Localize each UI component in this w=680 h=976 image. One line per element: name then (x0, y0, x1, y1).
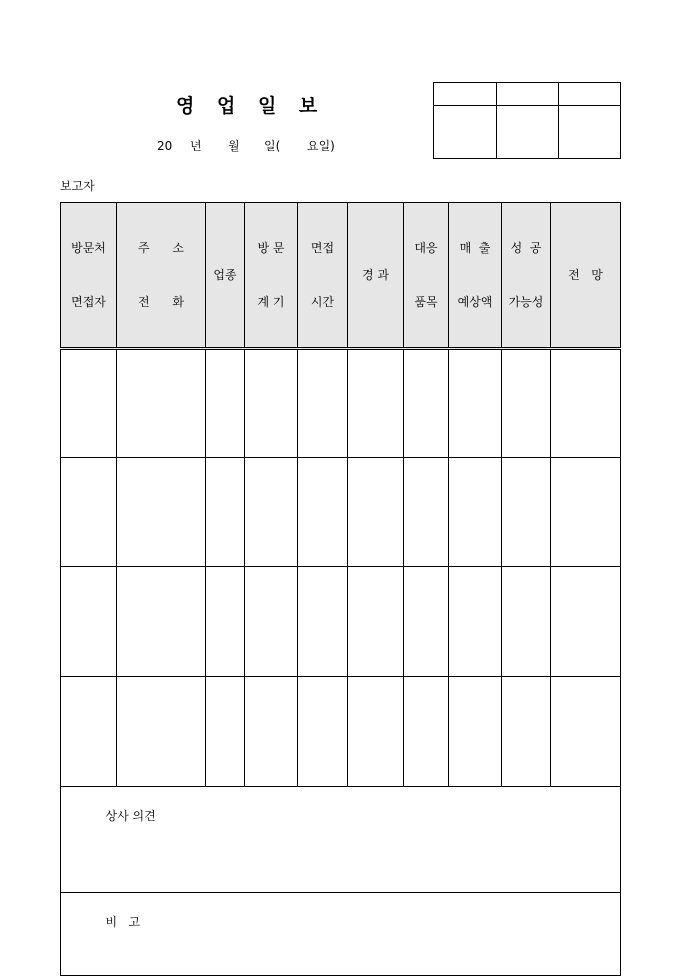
table-cell (551, 458, 621, 567)
table-cell (245, 677, 298, 787)
table-cell (502, 677, 551, 787)
date-year-prefix: 20 (157, 139, 173, 153)
table-cell (551, 677, 621, 787)
table-cell (502, 458, 551, 567)
supervisor-opinion-section (61, 787, 621, 893)
table-row (61, 677, 621, 787)
header-line: 대응 (414, 241, 438, 255)
table-cell (348, 349, 404, 458)
table-cell (449, 567, 502, 677)
table-cell (117, 349, 206, 458)
table-cell (404, 677, 449, 787)
table-cell (245, 458, 298, 567)
reporter-label: 보고자 (60, 179, 95, 193)
header-line: 계 기 (257, 295, 285, 309)
table-row (61, 458, 621, 567)
header-line: 업종 (213, 268, 237, 282)
header-line: 예상액 (457, 295, 493, 309)
header-line: 성 공 (510, 241, 542, 255)
header-line: 가능성 (508, 295, 544, 309)
header-line: 면접 (310, 241, 335, 255)
header-progress (348, 203, 404, 349)
table-cell (551, 567, 621, 677)
table-cell (245, 349, 298, 458)
approval-sign-cell (559, 106, 621, 159)
header-target-item (404, 203, 449, 349)
table-cell (298, 349, 348, 458)
table-cell (206, 349, 245, 458)
header-line: 면접자 (71, 295, 106, 309)
table-row (61, 349, 621, 458)
document-title: 영 업 일 보 (176, 95, 326, 117)
table-cell (551, 349, 621, 458)
table-cell (206, 458, 245, 567)
header-visit-reason (245, 203, 298, 349)
remarks-row (61, 893, 621, 976)
header-line: 전 망 (568, 268, 603, 282)
header-line: 시간 (310, 295, 335, 309)
supervisor-opinion-label: 상사 의견 (105, 809, 156, 823)
header-line: 매 출 (459, 241, 491, 255)
supervisor-opinion-row (61, 787, 621, 893)
table-cell (502, 567, 551, 677)
approval-header-cell (434, 83, 497, 106)
table-cell (61, 677, 117, 787)
table-cell (404, 458, 449, 567)
header-success-probability (502, 203, 551, 349)
sales-log-table (60, 202, 621, 976)
header-expected-sales (449, 203, 502, 349)
table-cell (61, 458, 117, 567)
header-line: 품목 (414, 295, 438, 309)
table-cell (449, 458, 502, 567)
table-cell (298, 677, 348, 787)
table-cell (449, 349, 502, 458)
table-cell (449, 677, 502, 787)
approval-sign-cell (497, 106, 559, 159)
header-row (61, 203, 621, 349)
table-cell (404, 567, 449, 677)
table-cell (61, 567, 117, 677)
approval-header-cell (497, 83, 559, 106)
header-line: 주 소 (137, 241, 185, 255)
header-address-phone (117, 203, 206, 349)
header-visit-place (61, 203, 117, 349)
table-cell (348, 567, 404, 677)
table-cell (117, 677, 206, 787)
remarks-label: 비 고 (105, 915, 141, 929)
header-line: 전 화 (137, 295, 185, 309)
header-outlook (551, 203, 621, 349)
header-industry (206, 203, 245, 349)
approval-header-cell (559, 83, 621, 106)
remarks-section (61, 893, 621, 976)
table-cell (117, 458, 206, 567)
table-cell (298, 567, 348, 677)
table-cell (61, 349, 117, 458)
table-row (61, 567, 621, 677)
table-cell (348, 458, 404, 567)
table-cell (348, 677, 404, 787)
date-year-label: 년 (190, 139, 202, 153)
table-cell (298, 458, 348, 567)
table-cell (404, 349, 449, 458)
header-line: 방문처 (71, 241, 106, 255)
table-cell (117, 567, 206, 677)
header-line: 경 과 (362, 268, 389, 282)
approval-sign-cell (434, 106, 497, 159)
date-weekday-label: 요일) (307, 139, 335, 153)
approval-box (433, 82, 621, 159)
table-cell (206, 677, 245, 787)
header-interview-time (298, 203, 348, 349)
table-cell (206, 567, 245, 677)
table-cell (502, 349, 551, 458)
date-month-label: 월 (228, 139, 240, 153)
table-cell (245, 567, 298, 677)
header-line: 방 문 (257, 241, 285, 255)
date-day-label: 일( (264, 139, 281, 153)
